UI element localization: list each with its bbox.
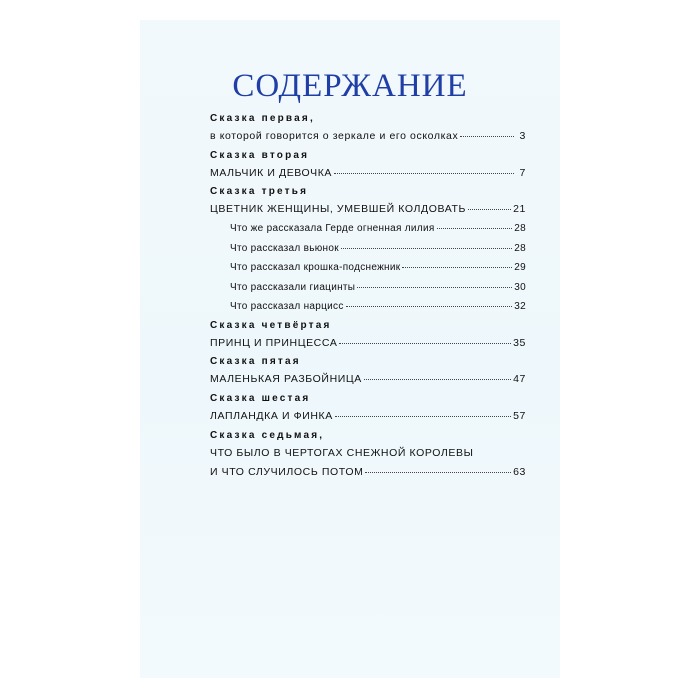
section-label-4: Сказка четвёртая — [210, 320, 332, 331]
toc-page-number: 35 — [513, 337, 526, 349]
dot-leader — [346, 306, 513, 307]
toc-entry-5[interactable] — [210, 373, 526, 385]
toc-page-number: 28 — [514, 223, 526, 234]
dot-leader — [364, 379, 511, 380]
toc-subentry-2[interactable] — [230, 243, 526, 254]
toc-entry-title: Что рассказал крошка-подснежник — [230, 262, 401, 273]
toc-page-number: 32 — [514, 301, 526, 312]
toc-entry-title: МАЛЕНЬКАЯ РАЗБОЙНИЦА — [210, 373, 362, 385]
toc-entry-title: И ЧТО СЛУЧИЛОСЬ ПОТОМ — [210, 466, 364, 478]
dot-leader — [339, 343, 511, 344]
dot-leader — [468, 209, 511, 210]
toc-entry-title: Что рассказали гиацинты — [230, 282, 356, 293]
toc-entry-title: МАЛЬЧИК И ДЕВОЧКА — [210, 167, 333, 179]
toc-page-number: 7 — [519, 167, 526, 179]
toc-entry-6[interactable] — [210, 410, 526, 422]
dot-leader — [341, 248, 512, 249]
dot-leader — [437, 228, 513, 229]
toc-entry-title: Что же рассказала Герде огненная лилия — [230, 223, 435, 234]
section-label-2: Сказка вторая — [210, 150, 310, 161]
toc-entry-2[interactable] — [210, 167, 526, 179]
book-page — [140, 20, 560, 678]
toc-subentry-5[interactable] — [230, 301, 526, 312]
toc-entry-title: Что рассказал нарцисс — [230, 301, 344, 312]
section-label-3: Сказка третья — [210, 186, 309, 197]
toc-page-number: 30 — [514, 282, 526, 293]
toc-entry-7[interactable] — [210, 466, 526, 478]
dot-leader — [365, 472, 511, 473]
toc-entry-title: ЦВЕТНИК ЖЕНЩИНЫ, УМЕВШЕЙ КОЛДОВАТЬ — [210, 203, 467, 215]
toc-page-number: 63 — [513, 466, 526, 478]
toc-page-number: 29 — [514, 262, 526, 273]
toc-subentry-1[interactable] — [230, 223, 526, 234]
dot-leader — [335, 416, 511, 417]
toc-subentry-4[interactable] — [230, 282, 526, 293]
dot-leader — [357, 287, 512, 288]
toc-page-number: 28 — [514, 243, 526, 254]
dot-leader — [402, 267, 512, 268]
toc-entry-title: Что рассказал вьюнок — [230, 243, 339, 254]
toc-entry-1[interactable] — [210, 130, 526, 142]
page-title: СОДЕРЖАНИЕ — [232, 68, 468, 104]
toc-entry-title: в которой говорится о зеркале и его осколках — [210, 130, 459, 142]
toc-page-number: 3 — [519, 130, 526, 142]
section-label-1: Сказка первая, — [210, 113, 315, 124]
section-label-5: Сказка пятая — [210, 356, 301, 367]
toc-page-number: 21 — [513, 203, 526, 215]
dot-leader — [460, 136, 514, 137]
toc-page-number: 47 — [513, 373, 526, 385]
toc-subentry-3[interactable] — [230, 262, 526, 273]
toc-entry-title: ЛАПЛАНДКА И ФИНКА — [210, 410, 333, 422]
dot-leader — [334, 173, 514, 174]
section-label-6: Сказка шестая — [210, 393, 311, 404]
toc-entry-4[interactable] — [210, 337, 526, 349]
section-label-7: Сказка седьмая, — [210, 430, 325, 441]
toc-entry-title: ПРИНЦ И ПРИНЦЕССА — [210, 337, 338, 349]
toc-entry-3[interactable] — [210, 203, 526, 215]
toc-page-number: 57 — [513, 410, 526, 422]
toc-entry-7-line1: ЧТО БЫЛО В ЧЕРТОГАХ СНЕЖНОЙ КОРОЛЕВЫ — [210, 447, 474, 459]
